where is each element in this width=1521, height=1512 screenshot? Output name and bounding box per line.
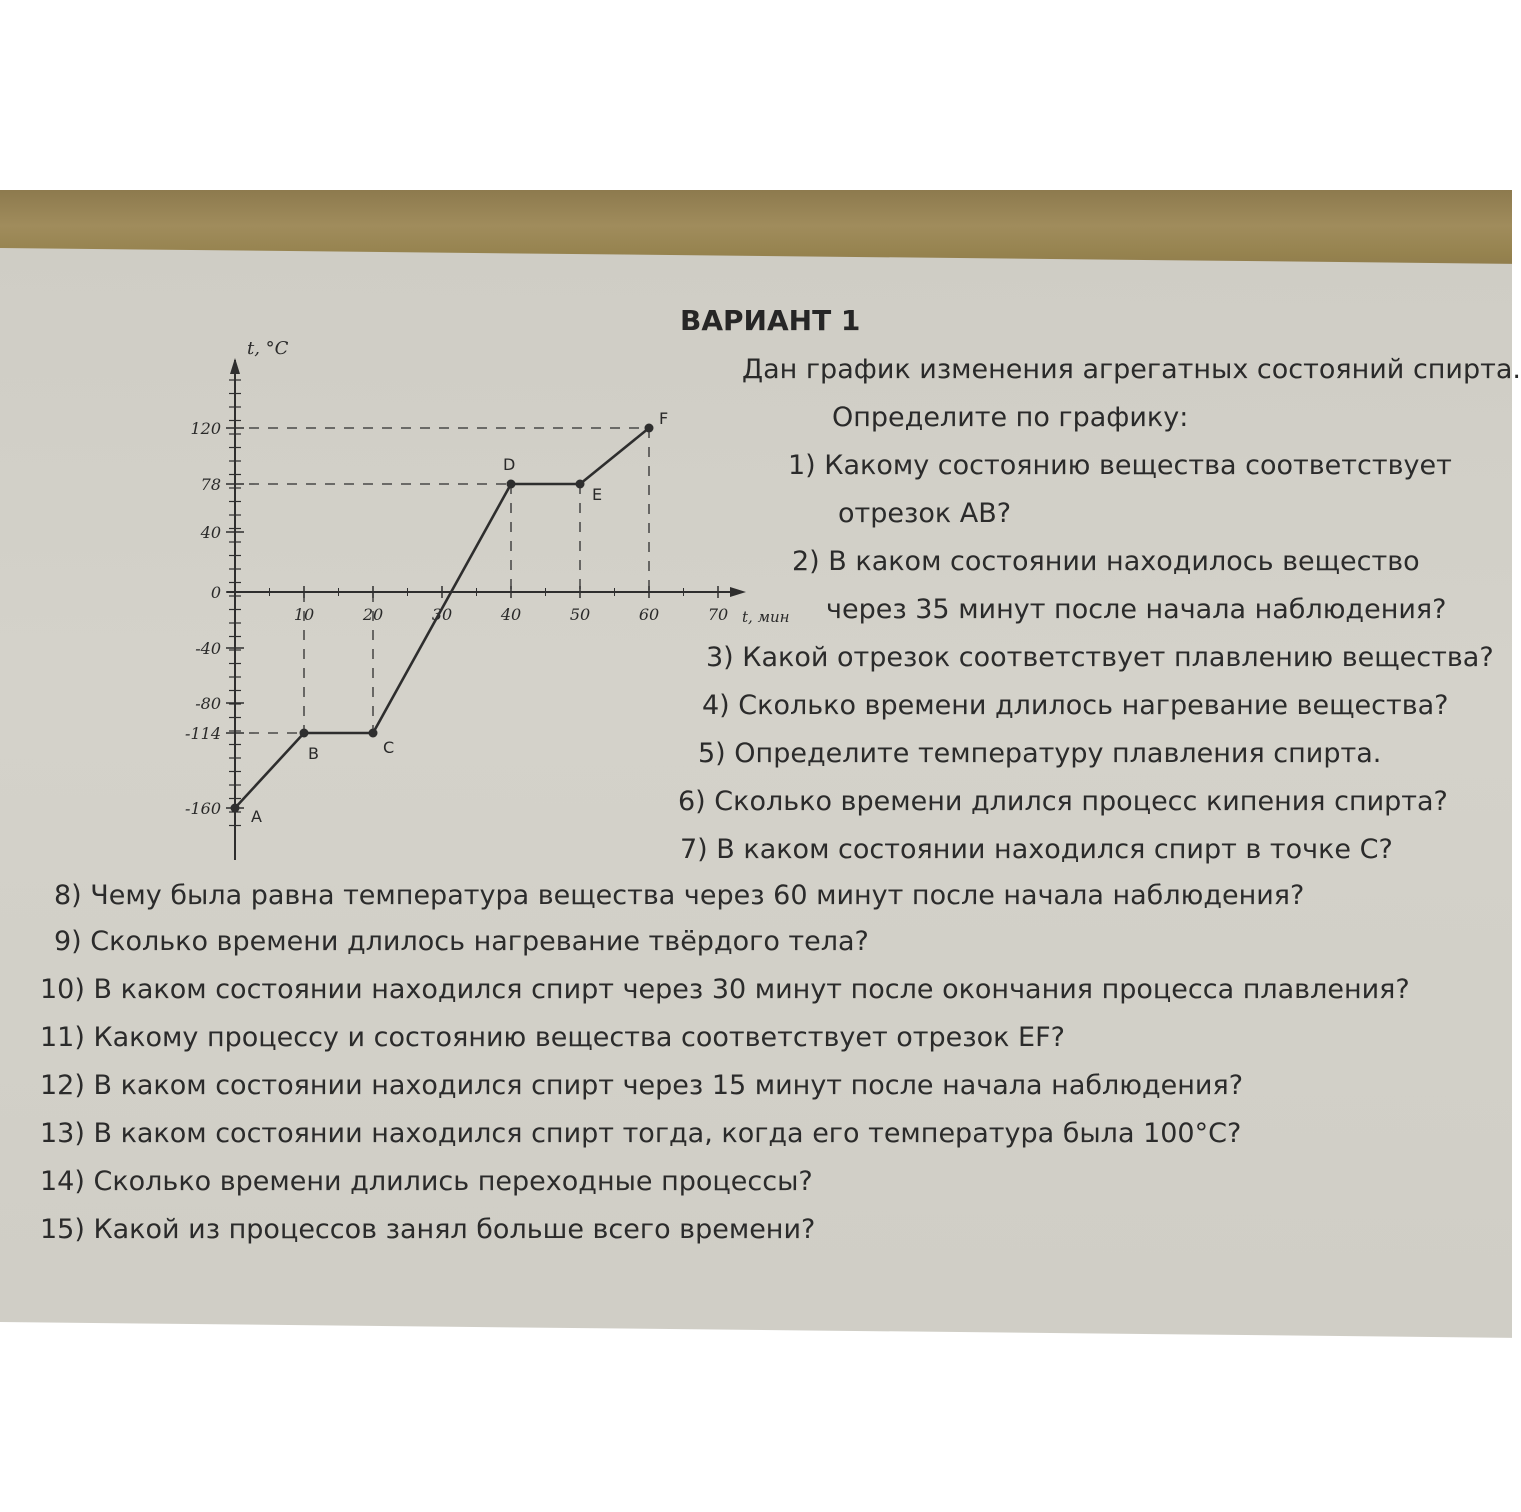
x-tick-label: 30 (431, 605, 453, 624)
point-label-b: B (308, 744, 319, 763)
question-2-line-2: через 35 минут после начала наблюдения? (826, 594, 1447, 625)
x-tick-label: 40 (500, 605, 522, 624)
question-8: 8) Чему была равна температура вещества через 60 минут после начала наблюдения? (54, 880, 1305, 911)
question-1-line-2: отрезок АВ? (838, 498, 1012, 529)
y-axis-label: t, °C (247, 338, 289, 359)
y-tick-label: 120 (190, 419, 221, 438)
intro-line-1: Дан график изменения агрегатных состояний спирта. (742, 354, 1521, 385)
question-10: 10) В каком состоянии находился спирт через 30 минут после окончания процесса плавления? (40, 974, 1410, 1005)
variant-title: ВАРИАНТ 1 (680, 304, 861, 337)
point-label-e: E (592, 485, 603, 504)
x-tick-label: 60 (638, 605, 660, 624)
question-12: 12) В каком состоянии находился спирт через 15 минут после начала наблюдения? (40, 1070, 1244, 1101)
question-13: 13) В каком состоянии находился спирт тогда, когда его температура была 100°С? (40, 1118, 1242, 1149)
point-label-f: F (659, 409, 669, 428)
y-tick-label: -40 (195, 639, 221, 658)
x-tick-label: 20 (362, 605, 384, 624)
question-3: 3) Какой отрезок соответствует плавлению вещества? (706, 642, 1494, 673)
point-label-c: C (383, 738, 395, 757)
x-tick-label: 50 (569, 605, 591, 624)
question-11: 11) Какому процессу и состоянию вещества соответствует отрезок EF? (40, 1022, 1065, 1053)
y-tick-label: -80 (195, 694, 221, 713)
question-4: 4) Сколько времени длилось нагревание вещества? (702, 690, 1449, 721)
y-axis-arrow (230, 358, 240, 374)
question-7: 7) В каком состоянии находился спирт в точке С? (680, 834, 1393, 865)
question-1-line-1: 1) Какому состоянию вещества соответствует (788, 450, 1452, 481)
x-tick-label: 10 (293, 605, 315, 624)
point-e (576, 480, 585, 489)
point-c (369, 729, 378, 738)
point-f (645, 424, 654, 433)
question-14: 14) Сколько времени длились переходные процессы? (40, 1166, 813, 1197)
x-axis-arrow (730, 587, 746, 597)
y-tick-label: 0 (210, 583, 221, 602)
y-tick-label: 40 (200, 523, 221, 542)
question-6: 6) Сколько времени длился процесс кипения спирта? (678, 786, 1448, 817)
question-9: 9) Сколько времени длилось нагревание твёрдого тела? (54, 926, 869, 957)
point-label-a: A (251, 807, 262, 826)
question-2-line-1: 2) В каком состоянии находилось вещество (792, 546, 1420, 577)
point-b (300, 729, 309, 738)
phase-change-graph (170, 330, 790, 880)
y-tick-label: -114 (185, 724, 221, 743)
question-5: 5) Определите температуру плавления спирта. (698, 738, 1382, 769)
x-tick-label: 70 (707, 605, 729, 624)
point-a (231, 804, 240, 813)
y-tick-label: -160 (185, 799, 221, 818)
point-label-d: D (503, 455, 516, 474)
y-tick-label: 78 (200, 475, 221, 494)
question-15: 15) Какой из процессов занял больше всего времени? (40, 1214, 816, 1245)
point-d (507, 480, 516, 489)
intro-line-2: Определите по графику: (832, 402, 1189, 433)
x-axis-label: t, мин (742, 608, 790, 626)
